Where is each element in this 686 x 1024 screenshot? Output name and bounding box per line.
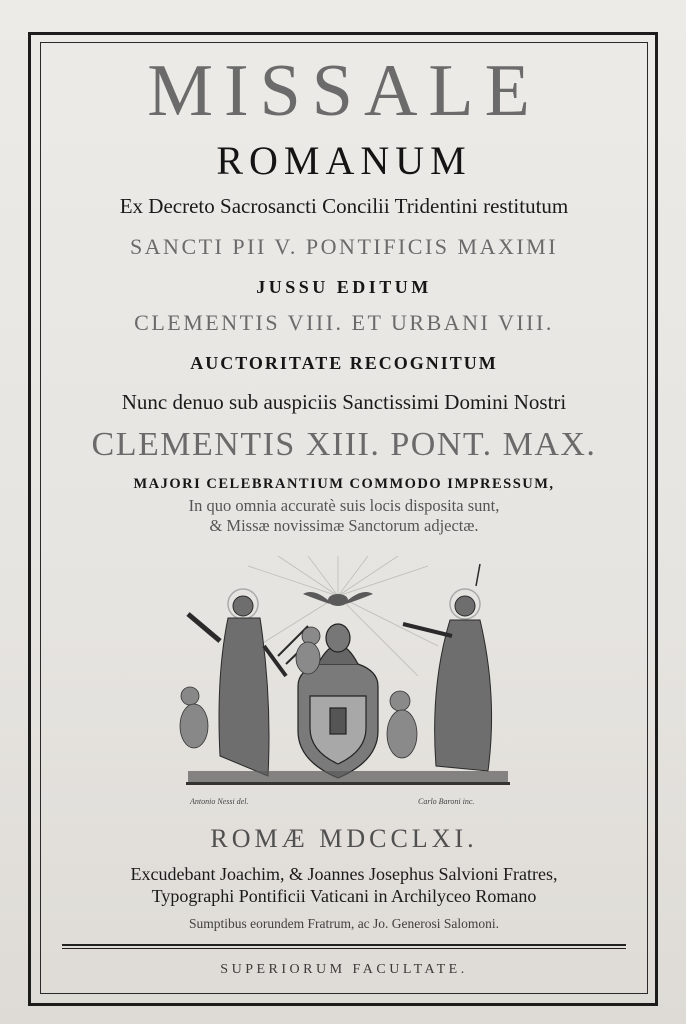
line-sancti-pii: SANCTI PII V. PONTIFICIS MAXIMI — [129, 234, 559, 259]
imprint-permission: SUPERIORUM FACULTATE. — [220, 962, 468, 977]
line-auctoritate: AUCTORITATE RECOGNITUM — [190, 353, 498, 373]
line-in-quo: In quo omnia accuratè suis locis disposita sunt, — [188, 496, 500, 515]
imprint-sumptibus: Sumptibus eorundem Fratrum, ac Jo. Generosi Salomoni. — [188, 916, 500, 931]
line-clementis-xiii: CLEMENTIS XIII. PONT. MAX. — [91, 426, 597, 463]
engraving-saints-coat-of-arms — [168, 556, 518, 796]
title-missale: MISSALE — [147, 50, 541, 132]
imprint-printers: Excudebant Joachim, & Joannes Josephus Salvioni Fratres, — [130, 864, 558, 884]
imprint-typographi: Typographi Pontificii Vaticani in Archilyceo Romano — [151, 886, 537, 906]
line-ex-decreto: Ex Decreto Sacrosancti Concilii Tridentini restitutum — [119, 194, 569, 218]
saint-left — [188, 589, 313, 776]
engraving-credit-designer: Antonio Nessi del. — [190, 797, 249, 806]
divider-rule — [62, 944, 626, 946]
dove-icon — [303, 592, 373, 606]
divider-rule-thin — [62, 948, 626, 949]
line-clementis-viii: CLEMENTIS VIII. ET URBANI VIII. — [134, 310, 554, 335]
line-majori: MAJORI CELEBRANTIUM COMMODO IMPRESSUM, — [133, 476, 555, 492]
engraving-credit-engraver: Carlo Baroni inc. — [418, 797, 475, 806]
title-romanum: ROMANUM — [216, 138, 472, 183]
ground-base — [186, 771, 510, 785]
line-jussu: JUSSU EDITUM — [256, 277, 432, 297]
cherub-left — [180, 687, 208, 748]
imprint-place-year: ROMÆ MDCCLXI. — [210, 824, 478, 853]
line-nunc-denuo: Nunc denuo sub auspiciis Sanctissimi Domini Nostri — [121, 390, 567, 414]
cherub-right — [387, 691, 417, 758]
line-missae: & Missæ novissimæ Sanctorum adjectæ. — [209, 516, 479, 535]
